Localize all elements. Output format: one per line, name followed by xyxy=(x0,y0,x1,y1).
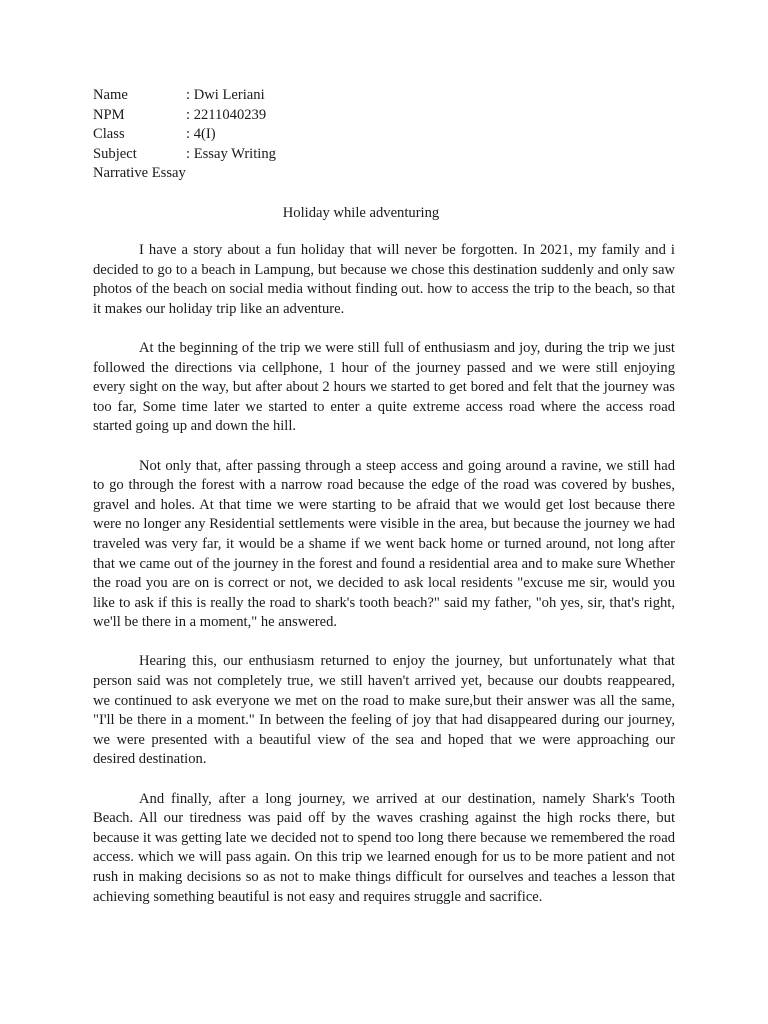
essay-paragraph-1: I have a story about a fun holiday that will never be forgotten. In 2021, my family and i decided to go to a beach in Lampung, but because we chose this destination suddenly and only saw photos of the beach on social media without finding out. how to access the trip to the beach, so that it makes our holiday trip like an adventure. xyxy=(93,242,675,317)
header-value-npm: : 2211040239 xyxy=(186,106,267,123)
header-value-name: : Dwi Leriani xyxy=(186,87,265,103)
essay-paragraph-2: At the beginning of the trip we were still full of enthusiasm and joy, during the trip we just followed the directions via cellphone, 1 hour of the journey passed and we were still enjoying every sight on the way, but after about 2 hours we started to get bored and felt that the journey was too far, Some time later we started to enter a quite extreme access road where the access road started going up and down the hill. xyxy=(93,339,675,435)
student-info-header xyxy=(93,86,276,184)
essay-paragraph-5: And finally, after a long journey, we arrived at our destination, namely Shark's Tooth Beach. All our tiredness was paid off by the waves crashing against the high rocks there, but because it was getting late we decided not to spend too long there because we remembered the road access. which we will pass again. On this trip we learned enough for us to be more patient and not rush in making decisions so as not to make things difficult for ourselves and teaches a lesson that achieving something beautiful is not easy and requires struggle and sacrifice. xyxy=(93,790,675,905)
essay-paragraph-4: Hearing this, our enthusiasm returned to enjoy the journey, but unfortunately what that person said was not completely true, we still haven't arrived yet, because our doubts reappeared, we continued to ask everyone we met on the road to make sure,but their answer was all the same, "I'll be there in a moment." In between the feeling of joy that had disappeared during our journey, we were presented with a beautiful view of the sea and hoped that we were approaching our desired destination. xyxy=(93,653,675,768)
header-value-class: : 4(I) xyxy=(186,126,216,142)
header-label-name: Name xyxy=(93,87,128,103)
header-row-subject xyxy=(93,145,276,165)
essay-paragraph-3: Not only that, after passing through a steep access and going around a ravine, we still had to go through the forest with a narrow road because the edge of the road was covered by bushes, gravel and holes. At that time we were starting to be afraid that we would get lost because there were no longer any Residential settlements were visible in the area, but because the journey we had traveled was very far, it would be a shame if we went back home or turned around, not long after that we came out of the journey in the forest and found a residential area and to make sure Whether the road you are on is correct or not, we decided to ask local residents "excuse me sir, would you like to ask if this is really the road to shark's tooth beach?" said my father, "oh yes, sir, that's right, we'll be there in a moment," he answered. xyxy=(93,457,675,631)
header-value-subject: : Essay Writing xyxy=(186,145,276,162)
header-label-subject: Subject xyxy=(93,145,137,162)
header-row-npm xyxy=(93,106,276,126)
essay-body xyxy=(93,241,675,927)
header-row-class xyxy=(93,125,276,145)
header-label-class: Class xyxy=(93,126,125,142)
document-type: Narrative Essay xyxy=(93,165,186,181)
essay-title: Holiday while adventuring xyxy=(282,205,440,221)
header-row-name xyxy=(93,86,276,106)
header-label-npm: NPM xyxy=(93,106,125,123)
